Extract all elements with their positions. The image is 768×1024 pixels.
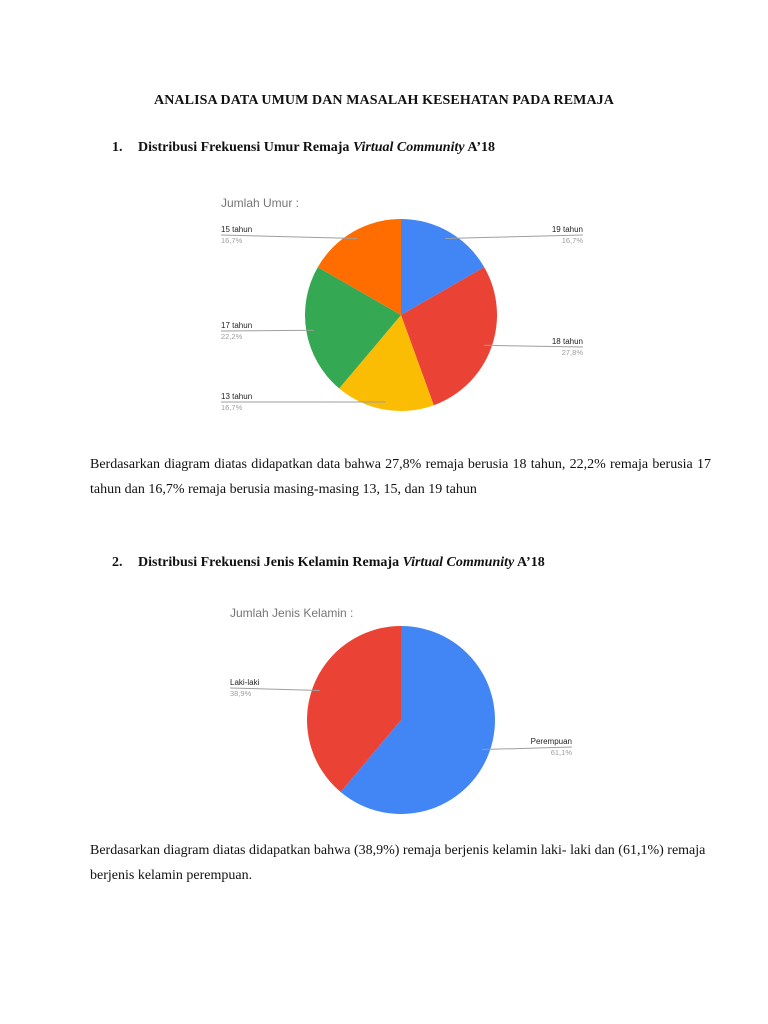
- section-1-heading: [112, 140, 495, 156]
- slice-label: 19 tahun: [551, 225, 583, 234]
- section-2-number: 2.: [112, 555, 123, 570]
- section-1-heading-suffix: A’18: [464, 140, 496, 155]
- section-2-heading-italic: Virtual Community: [402, 555, 515, 570]
- slice-label: Laki-laki: [230, 678, 260, 687]
- section-2-heading-text: Distribusi Frekuensi Jenis Kelamin Remaja: [138, 555, 403, 570]
- slice-label: 18 tahun: [551, 337, 583, 346]
- section-1-paragraph: Berdasarkan diagram diatas didapatkan data bahwa 27,8% remaja berusia 18 tahun, 22,2% remaja berusia 17 tahun dan 16,7% remaja berusia masing-masing 13, 15, dan 19 tahun: [90, 457, 711, 497]
- slice-percent: 16,7%: [221, 403, 243, 412]
- section-1-heading-text: Distribusi Frekuensi Umur Remaja: [138, 140, 353, 155]
- age-pie-chart: [0, 185, 768, 425]
- slice-label: 17 tahun: [221, 321, 253, 330]
- section-1-heading-italic: Virtual Community: [352, 140, 465, 155]
- slice-percent: 38,9%: [230, 689, 252, 698]
- slice-label: Perempuan: [530, 737, 572, 746]
- document-title: ANALISA DATA UMUM DAN MASALAH KESEHATAN PADA REMAJA: [154, 93, 614, 108]
- gender-pie-chart: [0, 595, 768, 825]
- slice-percent: 22,2%: [221, 332, 243, 341]
- section-2-paragraph: Berdasarkan diagram diatas didapatkan bahwa (38,9%) remaja berjenis kelamin laki- laki dan (61,1%) remaja berjenis kelamin perempuan.: [90, 843, 706, 883]
- slice-percent: 61,1%: [550, 748, 572, 757]
- section-2-heading: [112, 555, 545, 571]
- section-1-number: 1.: [112, 140, 123, 155]
- chart-title: Jumlah Umur :: [221, 196, 300, 210]
- slice-percent: 27,8%: [561, 348, 583, 357]
- slice-percent: 16,7%: [561, 236, 583, 245]
- slice-label: 15 tahun: [221, 225, 253, 234]
- chart-title: Jumlah Jenis Kelamin :: [230, 606, 354, 620]
- callout-line: [221, 330, 314, 331]
- section-2-heading-suffix: A’18: [514, 555, 545, 570]
- slice-percent: 16,7%: [221, 236, 243, 245]
- slice-label: 13 tahun: [221, 392, 253, 401]
